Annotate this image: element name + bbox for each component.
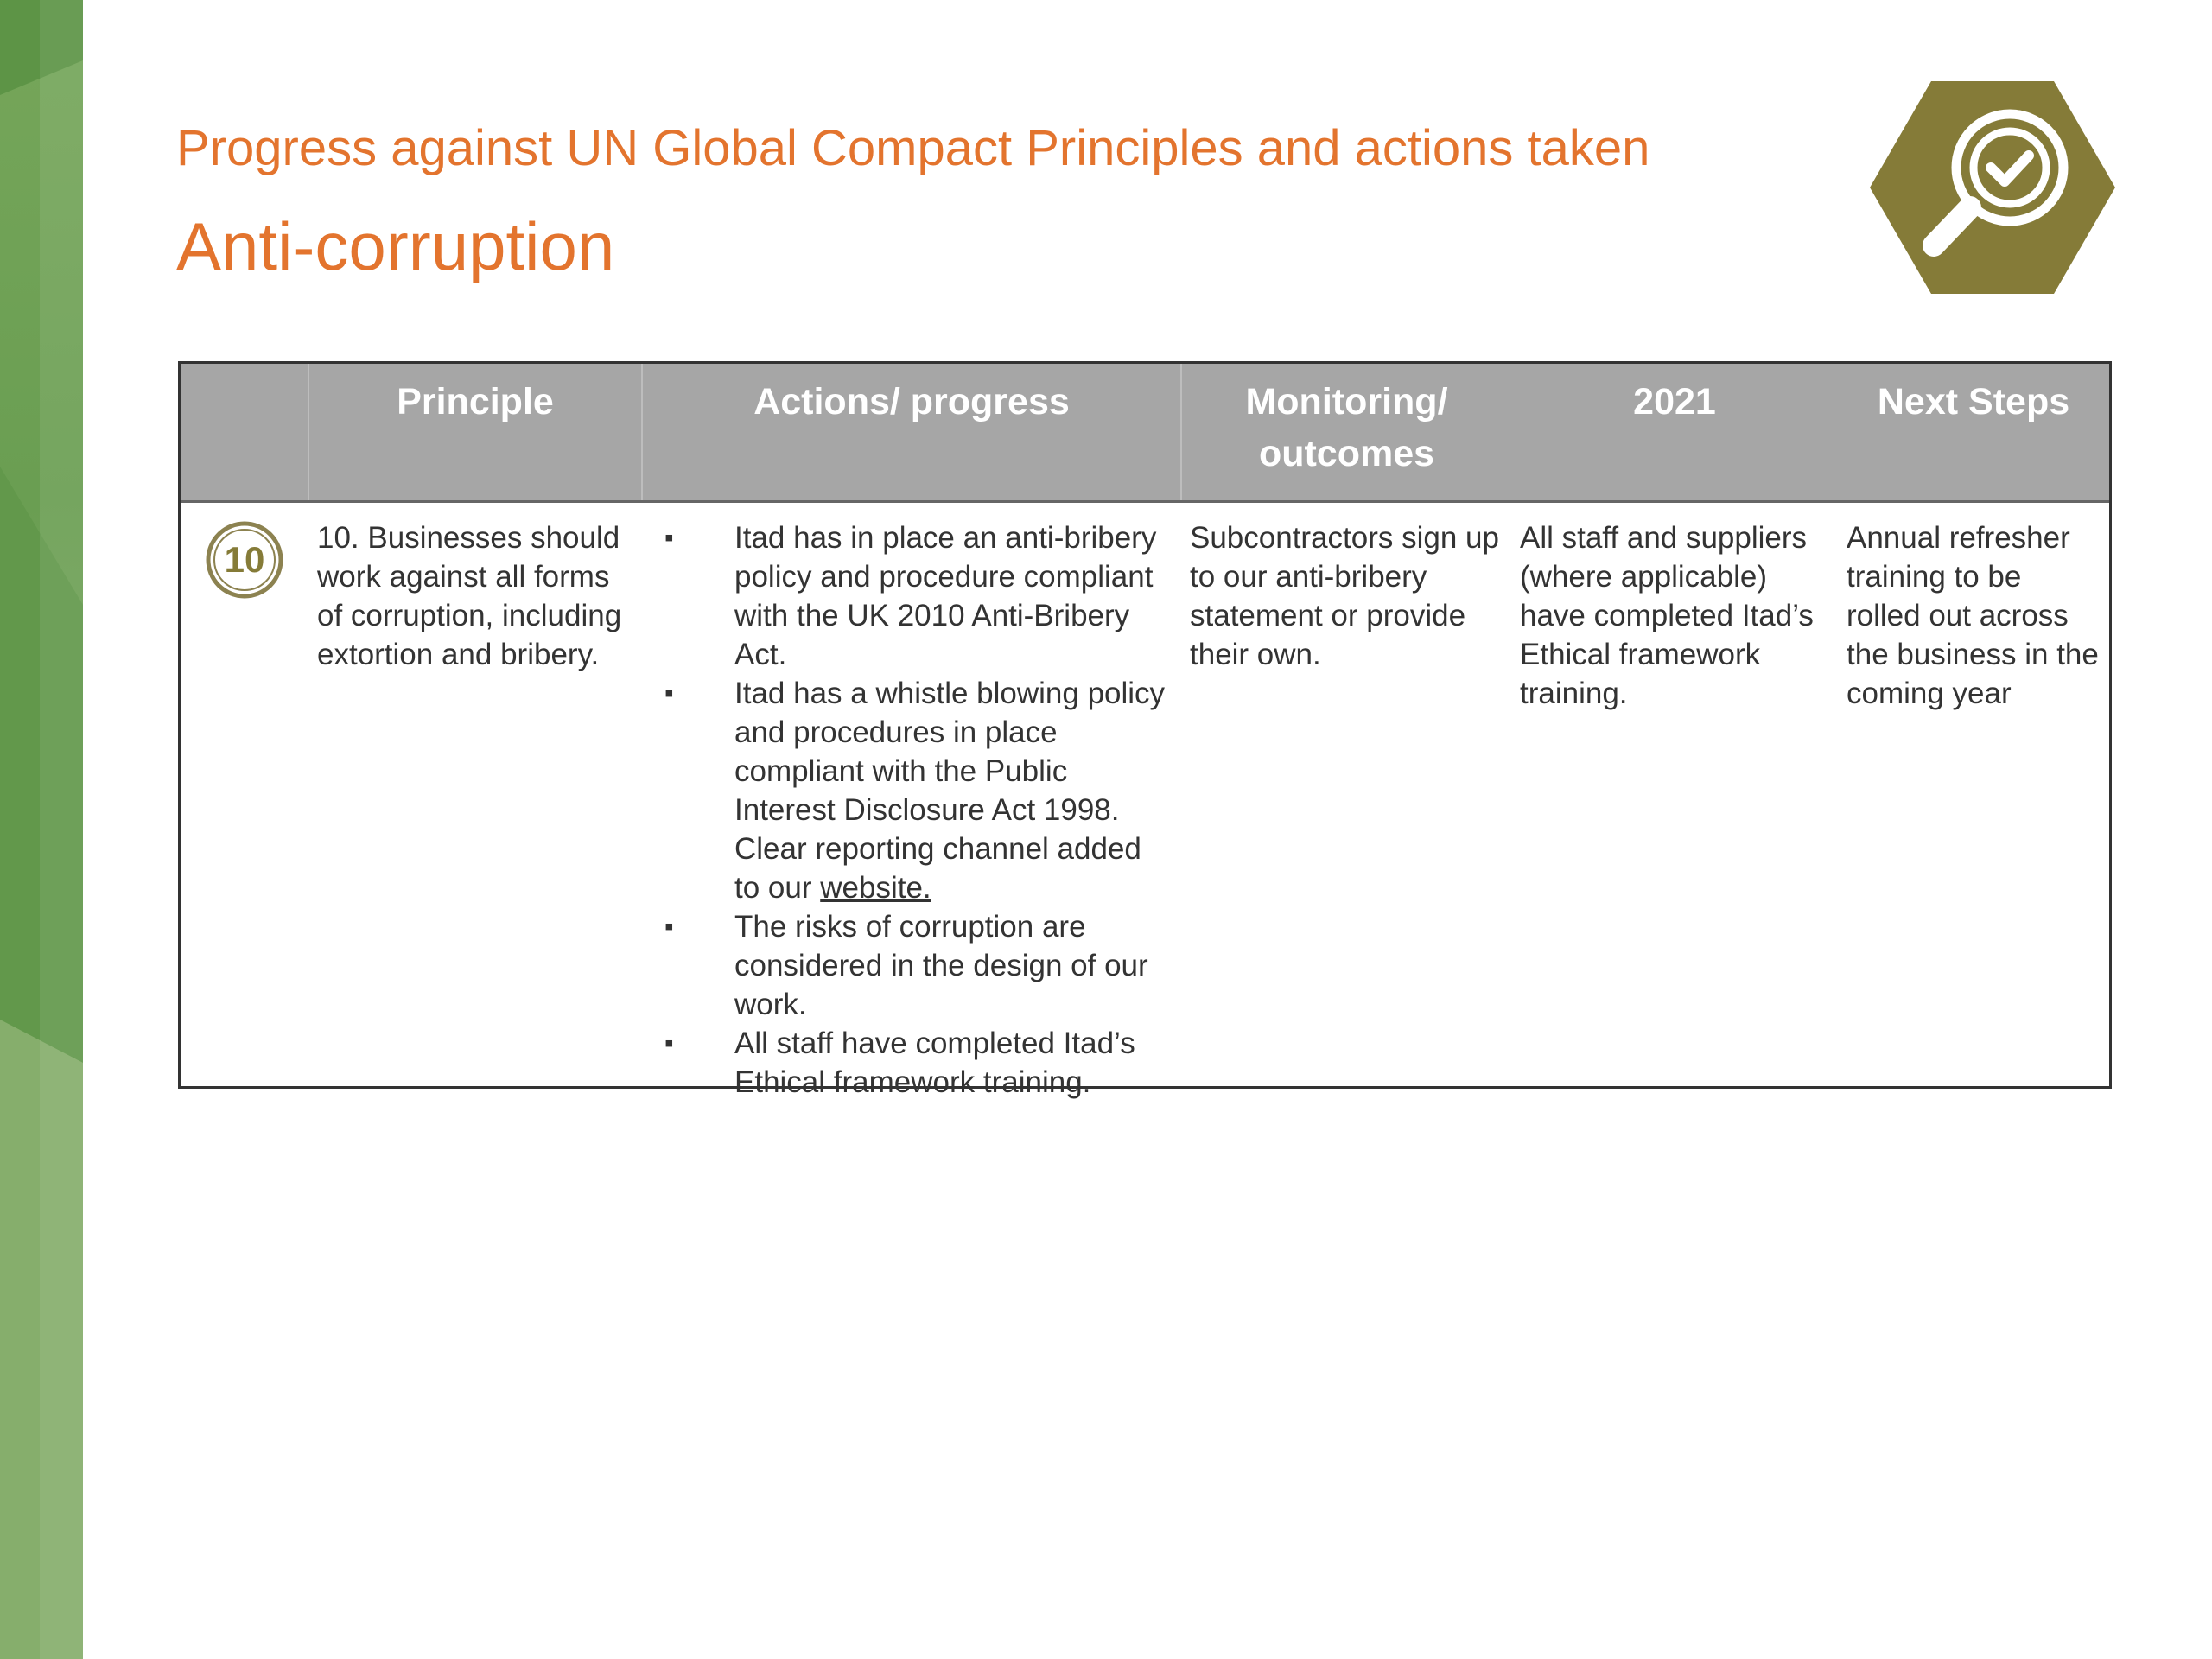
bullet-icon: ▪ — [664, 912, 674, 941]
bullet-icon: ▪ — [664, 1029, 674, 1058]
action-text: All staff have completed Itad’s Ethical framework training. — [734, 1027, 1135, 1099]
next-steps-cell: Annual refresher training to be rolled out across the business in the coming year — [1847, 521, 2099, 710]
page-subtitle: Progress against UN Global Compact Principles and actions taken — [176, 120, 1650, 176]
number-10-badge-icon — [205, 520, 284, 600]
magnifier-check-icon — [1870, 81, 2115, 294]
list-item — [651, 1024, 1173, 1102]
table-row — [181, 502, 2109, 1111]
actions-cell — [642, 502, 1181, 1111]
list-item — [651, 674, 1173, 907]
action-text: Itad has a whistle blowing policy and procedures in place compliant with the Public Interest Disclosure Act 1998. Clear reporting channel added to our — [734, 677, 1166, 905]
table-header-row — [181, 364, 2109, 502]
actions-list — [651, 518, 1173, 1102]
column-header-principle: Principle — [308, 364, 642, 502]
list-item — [651, 907, 1173, 1024]
website-link[interactable]: website. — [820, 871, 931, 905]
column-header-actions: Actions/ progress — [642, 364, 1181, 502]
svg-text:10: 10 — [224, 539, 265, 580]
bullet-icon: ▪ — [664, 524, 674, 552]
bullet-icon: ▪ — [664, 679, 674, 708]
page-title: Anti-corruption — [176, 208, 615, 284]
side-decorative-band — [0, 0, 83, 1659]
action-text: Itad has in place an anti-bribery policy and procedure compliant with the UK 2010 Anti-Bribery Act. — [734, 521, 1157, 671]
year-2021-cell: All staff and suppliers (where applicable) have completed Itad’s Ethical framework training. — [1520, 521, 1814, 710]
header-badge-spacer — [181, 364, 308, 502]
action-text: The risks of corruption are considered in the design of our work. — [734, 910, 1148, 1021]
column-header-next-steps: Next Steps — [1838, 364, 2109, 502]
monitoring-cell: Subcontractors sign up to our anti-bribery statement or provide their own. — [1190, 521, 1499, 671]
badge-cell — [181, 502, 308, 1111]
principle-cell: 10. Businesses should work against all forms of corruption, including extortion and bribery. — [317, 521, 622, 671]
column-header-2021: 2021 — [1511, 364, 1838, 502]
principles-table — [178, 361, 2112, 1099]
column-header-monitoring: Monitoring/ outcomes — [1181, 364, 1511, 502]
list-item — [651, 518, 1173, 674]
